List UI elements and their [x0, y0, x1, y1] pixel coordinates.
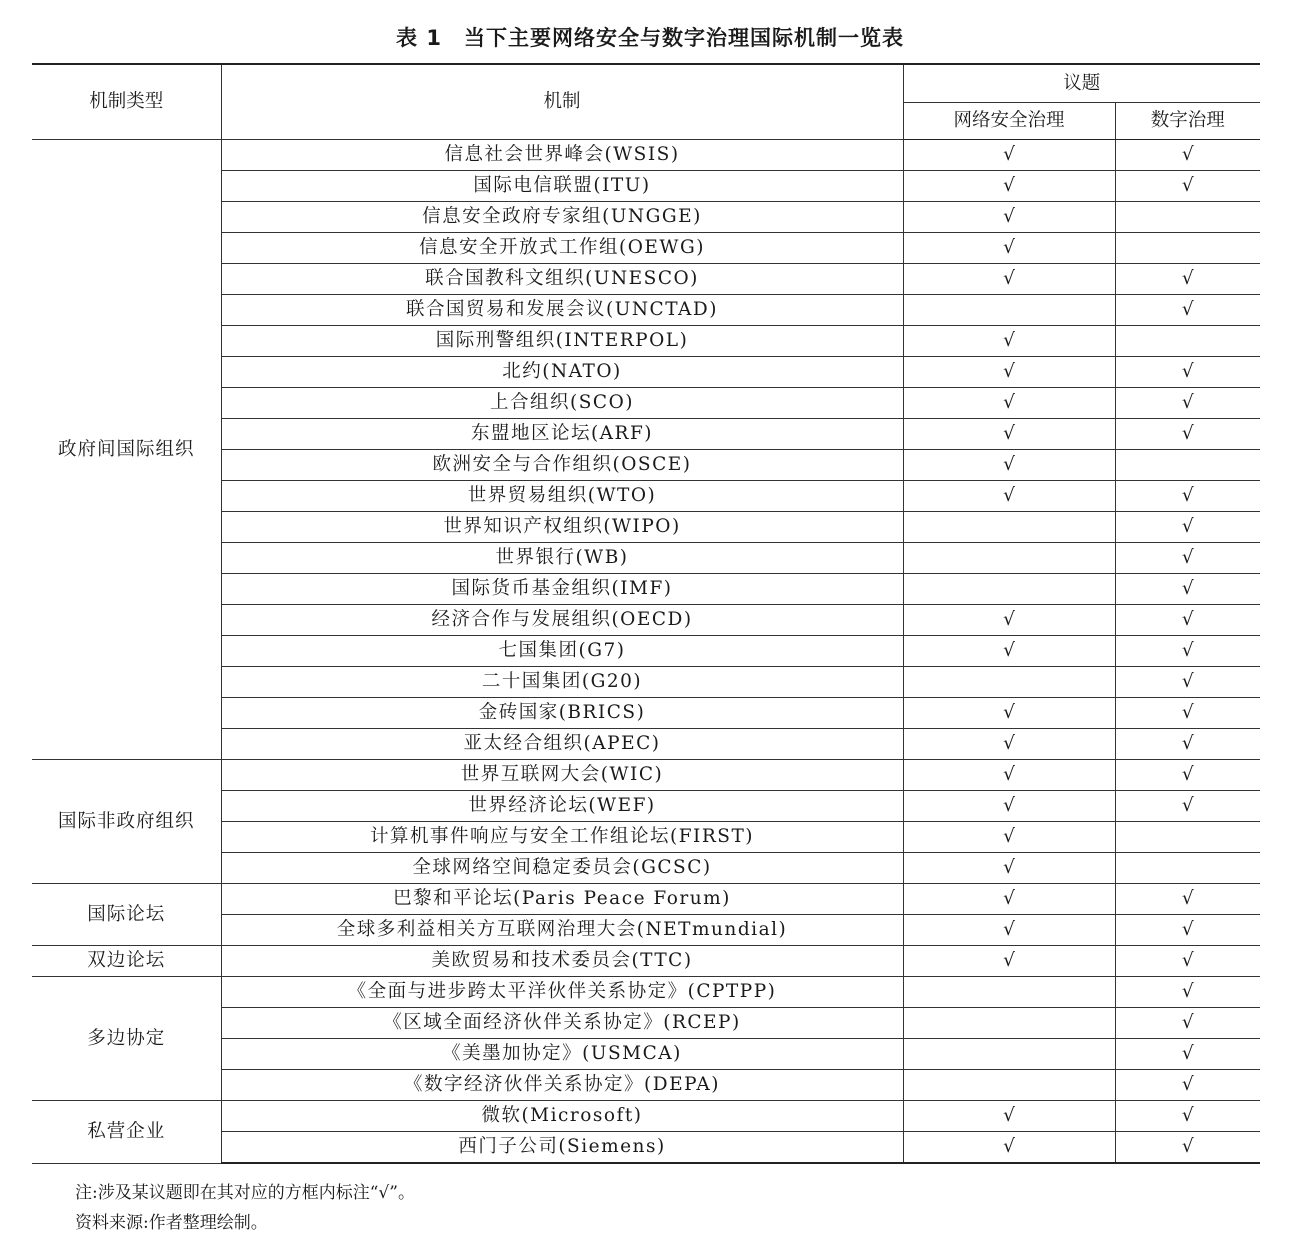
cyber-governance-mark [903, 295, 1115, 326]
cyber-governance-mark: √ [903, 419, 1115, 450]
cyber-governance-mark: √ [903, 698, 1115, 729]
table-row [32, 977, 1260, 1008]
cyber-governance-mark [903, 977, 1115, 1008]
mechanism-name-cell: 东盟地区论坛(ARF) [221, 419, 903, 450]
digital-governance-mark: √ [1115, 698, 1260, 729]
header-category: 机制类型 [32, 64, 221, 140]
cyber-governance-mark: √ [903, 884, 1115, 915]
digital-governance-mark: √ [1115, 295, 1260, 326]
header-mechanism: 机制 [221, 64, 903, 140]
mechanism-name-cell: 微软(Microsoft) [221, 1101, 903, 1132]
digital-governance-mark: √ [1115, 605, 1260, 636]
cyber-governance-mark: √ [903, 264, 1115, 295]
cyber-governance-mark: √ [903, 140, 1115, 171]
digital-governance-mark: √ [1115, 1132, 1260, 1164]
mechanism-name-cell: 《全面与进步跨太平洋伙伴关系协定》(CPTPP) [221, 977, 903, 1008]
cyber-governance-mark: √ [903, 388, 1115, 419]
digital-governance-mark: √ [1115, 357, 1260, 388]
digital-governance-mark: √ [1115, 667, 1260, 698]
mechanism-name-cell: 巴黎和平论坛(Paris Peace Forum) [221, 884, 903, 915]
mechanism-name-cell: 《区域全面经济伙伴关系协定》(RCEP) [221, 1008, 903, 1039]
mechanism-name-cell: 二十国集团(G20) [221, 667, 903, 698]
mechanism-name-cell: 信息安全政府专家组(UNGGE) [221, 202, 903, 233]
table-body [32, 140, 1260, 1164]
cyber-governance-mark: √ [903, 357, 1115, 388]
cyber-governance-mark: √ [903, 605, 1115, 636]
mechanism-name-cell: 信息安全开放式工作组(OEWG) [221, 233, 903, 264]
digital-governance-mark: √ [1115, 791, 1260, 822]
cyber-governance-mark: √ [903, 791, 1115, 822]
header-digital-governance: 数字治理 [1115, 103, 1260, 140]
table-row [32, 1101, 1260, 1132]
mechanism-name-cell: 全球网络空间稳定委员会(GCSC) [221, 853, 903, 884]
mechanism-name-cell: 七国集团(G7) [221, 636, 903, 667]
digital-governance-mark: √ [1115, 1039, 1260, 1070]
mechanism-name-cell: 国际刑警组织(INTERPOL) [221, 326, 903, 357]
category-cell: 政府间国际组织 [32, 140, 221, 760]
digital-governance-mark: √ [1115, 946, 1260, 977]
cyber-governance-mark: √ [903, 853, 1115, 884]
mechanism-name-cell: 西门子公司(Siemens) [221, 1132, 903, 1164]
cyber-governance-mark [903, 543, 1115, 574]
digital-governance-mark: √ [1115, 1070, 1260, 1101]
mechanism-name-cell: 世界经济论坛(WEF) [221, 791, 903, 822]
digital-governance-mark: √ [1115, 419, 1260, 450]
mechanism-name-cell: 世界银行(WB) [221, 543, 903, 574]
digital-governance-mark: √ [1115, 915, 1260, 946]
category-cell: 国际非政府组织 [32, 760, 221, 884]
digital-governance-mark: √ [1115, 884, 1260, 915]
mechanism-name-cell: 上合组织(SCO) [221, 388, 903, 419]
digital-governance-mark [1115, 450, 1260, 481]
category-cell: 私营企业 [32, 1101, 221, 1164]
mechanism-name-cell: 世界贸易组织(WTO) [221, 481, 903, 512]
cyber-governance-mark: √ [903, 326, 1115, 357]
digital-governance-mark: √ [1115, 512, 1260, 543]
source-text: 资料来源:作者整理绘制。 [75, 1213, 268, 1233]
digital-governance-mark: √ [1115, 636, 1260, 667]
mechanism-name-cell: 全球多利益相关方互联网治理大会(NETmundial) [221, 915, 903, 946]
cyber-governance-mark [903, 512, 1115, 543]
digital-governance-mark: √ [1115, 1008, 1260, 1039]
mechanism-name-cell: 信息社会世界峰会(WSIS) [221, 140, 903, 171]
digital-governance-mark: √ [1115, 760, 1260, 791]
table-notes [75, 1178, 415, 1238]
note-text: 注:涉及某议题即在其对应的方框内标注“√”。 [75, 1183, 415, 1203]
digital-governance-mark: √ [1115, 388, 1260, 419]
mechanism-name-cell: 世界知识产权组织(WIPO) [221, 512, 903, 543]
cyber-governance-mark: √ [903, 636, 1115, 667]
digital-governance-mark [1115, 822, 1260, 853]
digital-governance-mark [1115, 202, 1260, 233]
digital-governance-mark: √ [1115, 140, 1260, 171]
cyber-governance-mark: √ [903, 481, 1115, 512]
mechanism-name-cell: 国际电信联盟(ITU) [221, 171, 903, 202]
mechanism-table [32, 63, 1260, 1164]
table-row [32, 140, 1260, 171]
mechanism-name-cell: 国际货币基金组织(IMF) [221, 574, 903, 605]
digital-governance-mark: √ [1115, 264, 1260, 295]
cyber-governance-mark: √ [903, 1101, 1115, 1132]
table-title: 表 1 当下主要网络安全与数字治理国际机制一览表 [396, 26, 904, 50]
cyber-governance-mark: √ [903, 233, 1115, 264]
cyber-governance-mark: √ [903, 760, 1115, 791]
header-issues: 议题 [903, 64, 1260, 103]
cyber-governance-mark [903, 1070, 1115, 1101]
mechanism-name-cell: 欧洲安全与合作组织(OSCE) [221, 450, 903, 481]
digital-governance-mark: √ [1115, 543, 1260, 574]
digital-governance-mark [1115, 233, 1260, 264]
cyber-governance-mark: √ [903, 915, 1115, 946]
cyber-governance-mark: √ [903, 1132, 1115, 1164]
mechanism-name-cell: 《数字经济伙伴关系协定》(DEPA) [221, 1070, 903, 1101]
cyber-governance-mark [903, 667, 1115, 698]
category-cell: 双边论坛 [32, 946, 221, 977]
cyber-governance-mark: √ [903, 171, 1115, 202]
digital-governance-mark: √ [1115, 574, 1260, 605]
table-row [32, 884, 1260, 915]
mechanism-name-cell: 美欧贸易和技术委员会(TTC) [221, 946, 903, 977]
digital-governance-mark: √ [1115, 1101, 1260, 1132]
digital-governance-mark: √ [1115, 977, 1260, 1008]
category-cell: 多边协定 [32, 977, 221, 1101]
cyber-governance-mark: √ [903, 450, 1115, 481]
table-row [32, 946, 1260, 977]
mechanism-name-cell: 联合国贸易和发展会议(UNCTAD) [221, 295, 903, 326]
mechanism-name-cell: 《美墨加协定》(USMCA) [221, 1039, 903, 1070]
cyber-governance-mark [903, 1039, 1115, 1070]
cyber-governance-mark: √ [903, 729, 1115, 760]
digital-governance-mark: √ [1115, 481, 1260, 512]
cyber-governance-mark [903, 1008, 1115, 1039]
table-row [32, 760, 1260, 791]
digital-governance-mark: √ [1115, 171, 1260, 202]
cyber-governance-mark: √ [903, 822, 1115, 853]
mechanism-name-cell: 北约(NATO) [221, 357, 903, 388]
mechanism-name-cell: 经济合作与发展组织(OECD) [221, 605, 903, 636]
cyber-governance-mark: √ [903, 946, 1115, 977]
mechanism-name-cell: 世界互联网大会(WIC) [221, 760, 903, 791]
mechanism-name-cell: 计算机事件响应与安全工作组论坛(FIRST) [221, 822, 903, 853]
header-cyber-governance: 网络安全治理 [903, 103, 1115, 140]
mechanism-name-cell: 亚太经合组织(APEC) [221, 729, 903, 760]
digital-governance-mark [1115, 853, 1260, 884]
digital-governance-mark [1115, 326, 1260, 357]
cyber-governance-mark [903, 574, 1115, 605]
digital-governance-mark: √ [1115, 729, 1260, 760]
category-cell: 国际论坛 [32, 884, 221, 946]
mechanism-name-cell: 金砖国家(BRICS) [221, 698, 903, 729]
cyber-governance-mark: √ [903, 202, 1115, 233]
mechanism-name-cell: 联合国教科文组织(UNESCO) [221, 264, 903, 295]
